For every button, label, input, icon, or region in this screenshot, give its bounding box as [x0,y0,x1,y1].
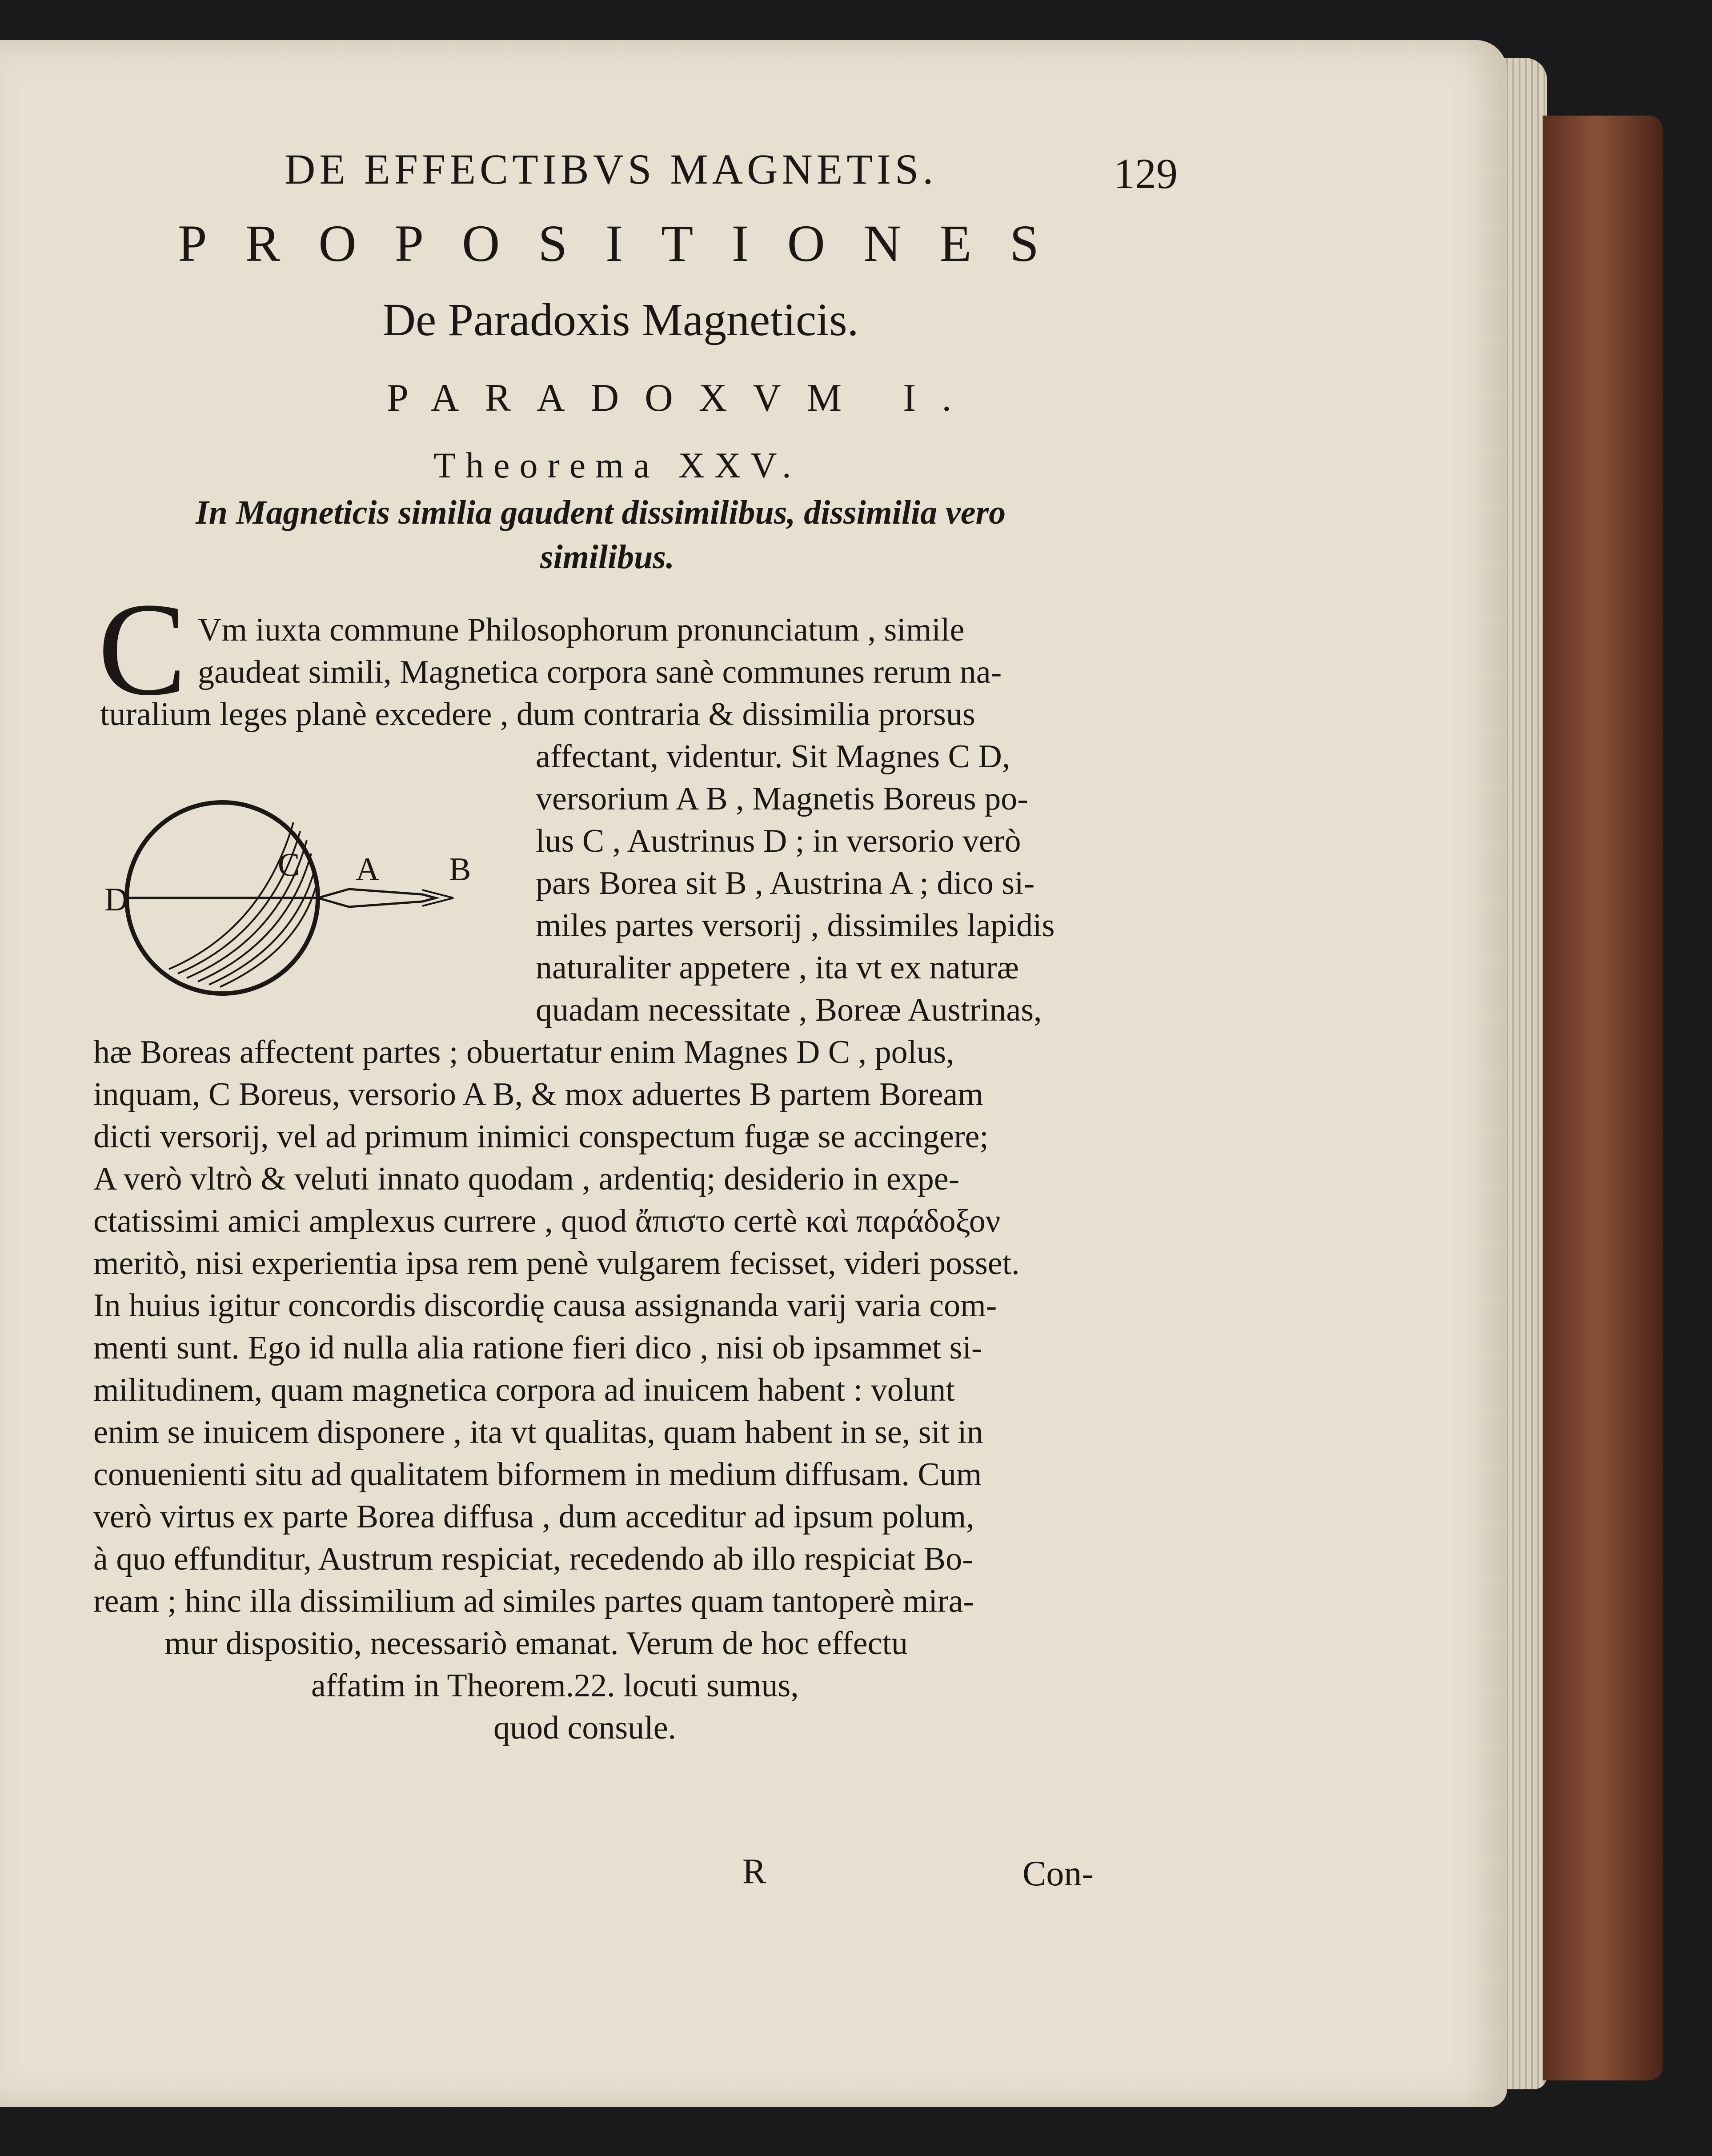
body-line: hæ Boreas affectent partes ; obuertatur enim Magnes D C , polus, [93,1034,954,1070]
label-a: A [356,851,380,888]
body-line: conuenienti situ ad qualitatem biformem in medium diffusam. Cum [93,1456,982,1493]
theorem-heading: Theorema XXV. [433,445,801,485]
body-line: mur dispositio, necessariò emanat. Verum de hoc effectu [164,1625,908,1662]
body-line: ctatissimi amici amplexus currere , quod ἄπιστο certè καὶ παράδοξον [93,1203,1001,1239]
book-page [0,40,1507,2107]
body-line: gaudeat simili, Magnetica corpora sanè communes rerum na- [198,654,1002,690]
catchword: Con- [1022,1854,1094,1893]
body-line: naturaliter appetere , ita vt ex naturæ [536,950,1019,986]
section-subtitle: De Paradoxis Magneticis. [382,294,859,345]
body-line: versorium A B , Magnetis Boreus po- [536,781,1028,817]
body-line: affectant, videntur. Sit Magnes C D, [536,738,1010,775]
body-line: inquam, C Boreus, versorio A B, & mox aduertes B partem Boream [93,1076,983,1113]
paradox-heading: PARADOXVM I. [387,377,978,420]
body-line: dicti versorij, vel ad primum inimici conspectum fugæ se accingere; [93,1118,989,1155]
thesis-line: In Magneticis similia gaudent dissimilibus, dissimilia vero [196,494,1006,531]
body-line: A verò vltrò & veluti innato quodam , ardentiq; desiderio in expe- [93,1161,960,1197]
label-b: B [449,851,471,888]
signature-mark: R [742,1852,766,1891]
label-d: D [104,882,128,918]
versorium-needle [318,889,436,907]
body-line: meritò, nisi experientia ipsa rem penè vulgarem fecisset, videri posset. [93,1245,1020,1282]
body-line: militudinem, quam magnetica corpora ad inuicem habent : volunt [93,1372,955,1408]
body-line: à quo effunditur, Austrum respiciat, recedendo ab illo respiciat Bo- [93,1541,973,1577]
thesis-line: similibus. [540,538,674,576]
body-line: quod consule. [493,1710,677,1746]
body-line: ream ; hinc illa dissimilium ad similes partes quam tantoperè mira- [93,1583,974,1619]
body-line: miles partes versorij , dissimiles lapidis [536,907,1055,944]
label-c: C [278,847,300,883]
section-title: PROPOSITIONES [178,214,1077,273]
body-line: In huius igitur concordis discordię causa assignanda varij varia com- [93,1287,997,1324]
book-cover-edge [1543,116,1663,2080]
magnet-figure [102,796,502,1018]
page-number: 129 [1114,150,1178,197]
body-line: enim se inuicem disponere , ita vt qualitas, quam habent in se, sit in [93,1414,983,1451]
body-line: quadam necessitate , Boreæ Austrinas, [536,992,1042,1028]
body-line: Vm iuxta commune Philosophorum pronunciatum , simile [198,612,965,648]
body-line: affatim in Theorem.22. locuti sumus, [311,1667,799,1704]
drop-cap: C [98,575,187,723]
body-line: lus C , Austrinus D ; in versorio verò [536,823,1021,859]
body-line: pars Borea sit B , Austrina A ; dico si- [536,865,1035,902]
body-line: menti sunt. Ego id nulla alia ratione fieri dico , nisi ob ipsammet si- [93,1330,982,1366]
body-line: turalium leges planè excedere , dum contraria & dissimilia prorsus [100,696,975,733]
running-head: DE EFFECTIBVS MAGNETIS. [285,145,938,193]
body-line: verò virtus ex parte Borea diffusa , dum acceditur ad ipsum polum, [93,1499,974,1535]
